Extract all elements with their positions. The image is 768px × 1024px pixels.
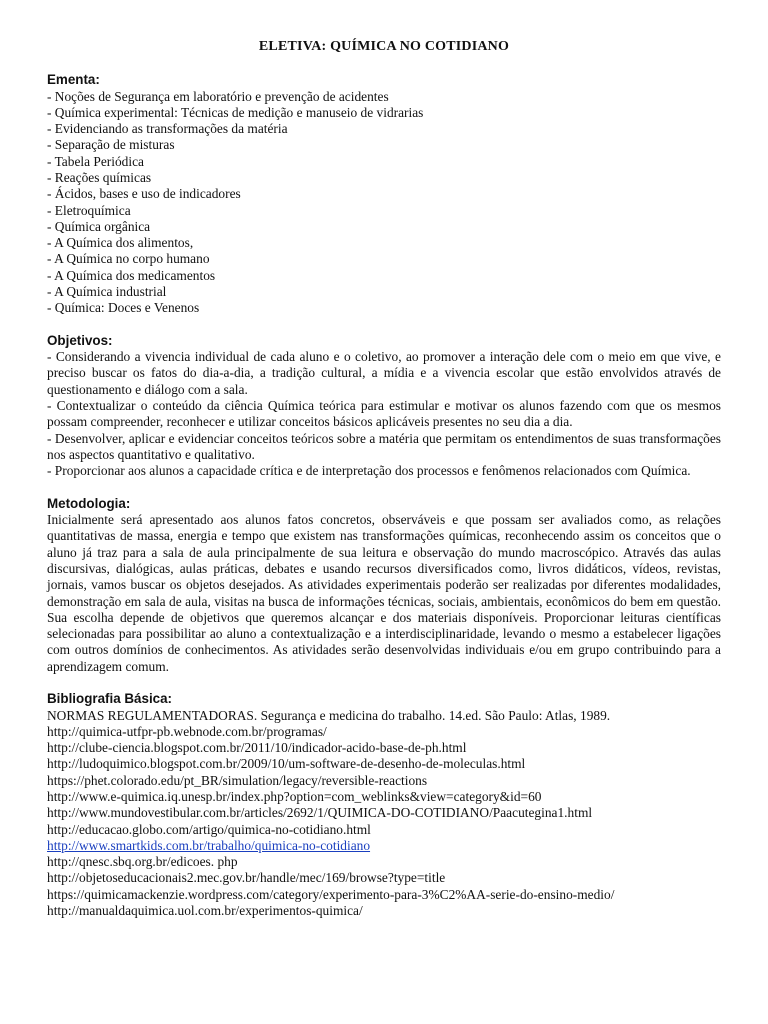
reference-url: http://ludoquimico.blogspot.com.br/2009/10/um-software-de-desenho-de-moleculas.html — [47, 756, 526, 772]
reference-url: http://qnesc.sbq.org.br/edicoes. php — [47, 854, 238, 870]
reference-url: http://www.mundovestibular.com.br/articles/2692/1/QUIMICA-DO-COTIDIANO/Paacutegina1.html — [47, 805, 593, 821]
reference-url: http://quimica-utfpr-pb.webnode.com.br/programas/ — [47, 723, 327, 739]
ementa-item: - Separação de misturas — [47, 137, 175, 153]
ementa-item: - Reações químicas — [47, 169, 152, 185]
ementa-item: - A Química industrial — [47, 284, 167, 300]
objetivos-heading: Objetivos: — [47, 332, 113, 348]
metodologia-heading: Metodologia: — [47, 495, 131, 511]
ementa-item: - Evidenciando as transformações da matéria — [47, 121, 288, 137]
bibliografia-heading: Bibliografia Básica: — [47, 691, 173, 706]
objetivo-item: - Considerando a vivencia individual de cada aluno e o coletivo, ao promover a interação dele com o meio em que vive, e preciso buscar os fatos do dia-a-dia, a tradição cultural, a mídia e a vivencia escolar que estão envolvidos através de questionamento e diálogo com a sala. — [47, 349, 721, 397]
reference-url: http://educacao.globo.com/artigo/quimica-no-cotidiano.html — [47, 821, 371, 837]
objetivo-item: - Proporcionar aos alunos a capacidade crítica e de interpretação dos processos e fenômenos relacionados com Química. — [47, 463, 691, 479]
ementa-item: - Ácidos, bases e uso de indicadores — [47, 186, 241, 202]
ementa-item: - Química: Doces e Venenos — [47, 300, 200, 316]
reference-url: http://manualdaquimica.uol.com.br/experimentos-quimica/ — [47, 903, 363, 919]
reference-url: http://clube-ciencia.blogspot.com.br/2011/10/indicador-acido-base-de-ph.html — [47, 740, 467, 756]
reference-hyperlink[interactable]: http://www.smartkids.com.br/trabalho/quimica-no-cotidiano — [47, 837, 371, 853]
reference-url: https://phet.colorado.edu/pt_BR/simulation/legacy/reversible-reactions — [47, 772, 428, 788]
bibliografia-section — [47, 691, 721, 919]
reference-url: https://quimicamackenzie.wordpress.com/category/experimento-para-3%C2%AA-serie-do-ensino-medio/ — [47, 886, 615, 902]
metodologia-text: Inicialmente será apresentado aos alunos fatos concretos, observáveis e que possam ser avaliados como, as relações quantitativas de massa, energia e tempo que existem nas transformações químicas, reconhecendo assim os conceitos que o aluno já traz para a sala de aula principalmente de sua leitura e observação do mundo macroscópico. Através das aulas discursivas, dialógicas, aulas práticas, debates e usando recursos diversificados como, livros didáticos, vídeos, revistas, jornais, vamos buscar os objetos desejados. As atividades experimentais poderão ser realizadas por diferentes modalidades, demonstração em sala de aula, visitas na busca de informações técnicas, sociais, ambientais, econômicos do bem em questão. Sua escolha depende de objetivos que queremos alcançar e dos materiais disponíveis. Proporcionar leituras científicas selecionadas para possibilitar ao aluno a contextualização e a interdisciplinaridade, levando o mesmo a estabelecer ligações com outros domínios de conhecimentos. As atividades serão desenvolvidas individuais e/ou em grupo contribuindo para a aprendizagem comum. — [47, 512, 721, 674]
ementa-heading: Ementa: — [47, 72, 100, 87]
ementa-item: - A Química dos alimentos, — [47, 235, 194, 251]
reference-url: http://www.e-quimica.iq.unesp.br/index.php?option=com_weblinks&view=category&id=60 — [47, 788, 542, 804]
ementa-item: - A Química no corpo humano — [47, 251, 210, 267]
reference-item: NORMAS REGULAMENTADORAS. Segurança e medicina do trabalho. 14.ed. São Paulo: Atlas, 1989. — [47, 707, 611, 723]
ementa-item: - A Química dos medicamentos — [47, 267, 216, 283]
ementa-item: - Eletroquímica — [47, 202, 131, 218]
objetivos-section — [47, 333, 721, 480]
ementa-section — [47, 72, 721, 317]
document-page — [47, 38, 721, 935]
objetivo-item: - Contextualizar o conteúdo da ciência Química teórica para estimular e motivar os alunos fazendo com que os mesmos possam compreender, reconhecer e utilizar conceitos básicos aplicáveis presentes no seu dia a dia. — [47, 398, 721, 430]
document-title: ELETIVA: QUÍMICA NO COTIDIANO — [258, 39, 510, 54]
ementa-item: - Noções de Segurança em laboratório e prevenção de acidentes — [47, 88, 389, 104]
metodologia-section — [47, 496, 721, 675]
ementa-item: - Química orgânica — [47, 218, 151, 234]
objetivo-item: - Desenvolver, aplicar e evidenciar conceitos teóricos sobre a matéria que permitam os entendimentos de suas transformações nos aspectos quantitativo e qualitativo. — [47, 430, 721, 462]
reference-url: http://objetoseducacionais2.mec.gov.br/handle/mec/169/browse?type=title — [47, 870, 446, 886]
ementa-item: - Tabela Periódica — [47, 153, 144, 169]
ementa-item: - Química experimental: Técnicas de medição e manuseio de vidrarias — [47, 104, 424, 120]
